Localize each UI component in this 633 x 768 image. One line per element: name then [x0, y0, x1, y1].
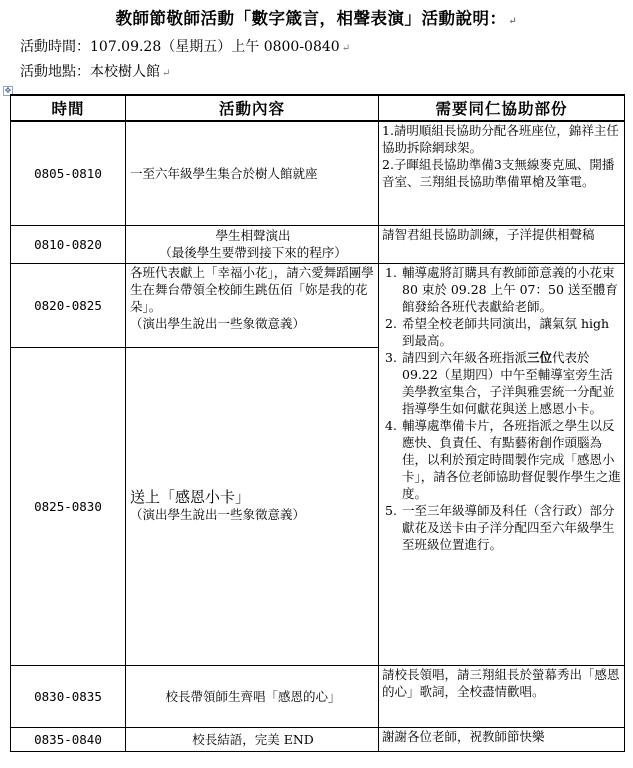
table-header-row	[11, 95, 625, 121]
help-item: 2. 希望全校老師共同演出，讓氣氛 high 到最高。	[385, 315, 610, 348]
table-row	[11, 263, 625, 347]
help-item: 5. 一至三年級導師及科任（含行政）部分獻花及送卡由子洋分配四至六年級學生至班級位置進行。	[385, 502, 615, 552]
row-time: 0810-0820	[11, 225, 126, 263]
schedule-table	[10, 94, 625, 752]
help-item: 4. 輔導處準備卡片，各班指派之學生以反應快、負責任、有點藝術創作頭腦為佳，以利於預定時間製作完成「感恩小卡」，請各位老師協助督促製作學生之進度。	[385, 417, 621, 501]
row-activity: 校長結語，完美 END	[126, 727, 379, 751]
table-move-handle-icon[interactable]: ✥	[4, 86, 12, 95]
header-time: 時間	[11, 95, 126, 121]
row-activity: 各班代表獻上「幸福小花」，請六愛舞蹈團學生在舞台帶領全校師生跳伍佰「妳是我的花朵」。 （演出學生說出一些象徵意義）	[126, 263, 379, 347]
help-list	[382, 264, 621, 553]
table-row	[11, 225, 625, 263]
row-activity: 送上「感恩小卡」 （演出學生說出一些象徵意義）	[126, 347, 379, 665]
row-help: 請智君組長協助訓練，子洋提供相聲稿	[379, 225, 625, 263]
row-time: 0830-0835	[11, 665, 126, 727]
event-location: 活動地點：本校樹人館 ↵	[20, 64, 171, 80]
event-time: 活動時間：107.09.28（星期五）上午 0800-0840 ↵	[20, 39, 351, 55]
help-item: 1. 輔導處將訂購具有教師節意義的小花束 80 束於 09.28 上午 07：50 送至體育館發給各班代表獻給老師。	[385, 264, 618, 314]
document-title: 教師節敬師活動「數字箴言，相聲表演」活動說明： ↵	[115, 9, 518, 28]
table-row	[11, 727, 625, 751]
merged-help-cell	[379, 263, 625, 665]
row-help: 謝謝各位老師，祝教師節快樂	[379, 727, 625, 751]
row-time: 0805-0810	[11, 121, 126, 225]
header-activity: 活動內容	[126, 95, 379, 121]
row-activity: 校長帶領師生齊唱「感恩的心」	[126, 665, 379, 727]
row-time: 0825-0830	[11, 347, 126, 665]
row-time: 0835-0840	[11, 727, 126, 751]
table-row	[11, 665, 625, 727]
header-help: 需要同仁協助部份	[379, 95, 625, 121]
help-item: 3. 請四到六年級各班指派三位代表於 09.22（星期四）中午至輔導室旁生活美學教室集合，子洋與雅雲統一分配並指導學生如何獻花與送上感恩小卡。	[385, 349, 615, 416]
row-activity: 學生相聲演出 （最後學生要帶到接下來的程序）	[126, 225, 379, 263]
row-help: 請校長領唱，請三翔組長於螢幕秀出「感恩的心」歌詞，全校盡情歡唱。	[379, 665, 625, 727]
table-row	[11, 121, 625, 225]
row-help: 1.請明順組長協助分配各班座位，錦祥主任協助拆除網球架。 2.子暉組長協助準備3支無線麥克風、開播音室、三翔組長協助準備單槍及筆電。	[379, 121, 625, 225]
row-activity: 一至六年級學生集合於樹人館就座	[126, 121, 379, 225]
row-time: 0820-0825	[11, 263, 126, 347]
